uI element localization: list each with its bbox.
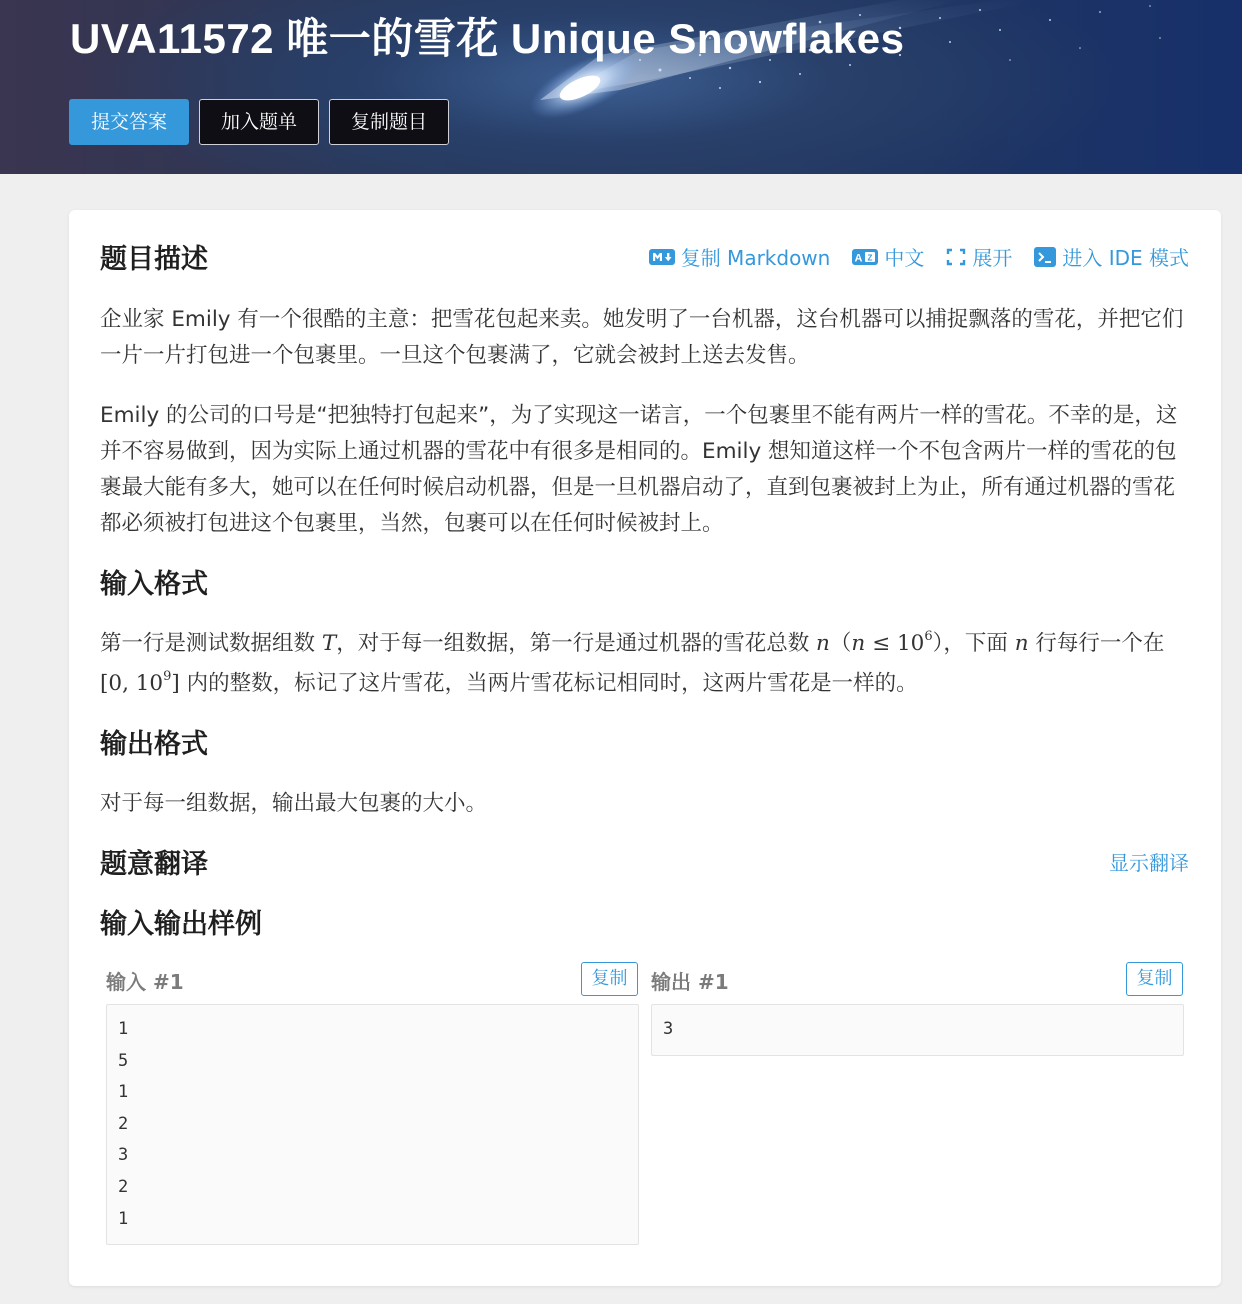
- language-label: 中文: [884, 246, 925, 270]
- show-translation-link[interactable]: 显示翻译: [1109, 851, 1189, 875]
- description-paragraph-2: Emily 的公司的口号是“把独特打包起来”，为了实现这一诺言，一个包裹里不能有两片一样的雪花。不幸的是，这并不容易做到，因为实际上通过机器的雪花中有很多是相同的。Emily 想知道这样一个不包含两片一样的雪花的包裹最大能有多大，她可以在任何时候启动机器，但是一旦机器启动了，直到包裹被封上为止，所有通过机器的雪花都必须被打包进这个包裹里，当然，包裹可以在任何时候被封上。: [100, 403, 1178, 536]
- input-format-heading: 输入格式: [100, 569, 208, 600]
- problem-card: [69, 210, 1221, 1286]
- copy-output-button[interactable]: 复制: [1126, 962, 1183, 996]
- expand-icon: [946, 248, 966, 266]
- code-line: 1: [118, 1019, 129, 1039]
- submit-answer-button[interactable]: 提交答案: [69, 99, 189, 145]
- code-line: 2: [118, 1113, 129, 1134]
- add-to-list-button[interactable]: 加入题单: [199, 99, 319, 145]
- header-banner: [0, 0, 1242, 174]
- code-line: 3: [118, 1145, 129, 1166]
- code-line: 1: [118, 1082, 129, 1103]
- svg-text:A: A: [854, 252, 863, 264]
- expand-label: 展开: [972, 246, 1013, 270]
- expand-button[interactable]: [946, 242, 1012, 271]
- translation-heading: 题意翻译: [100, 849, 208, 880]
- copy-markdown-label: 复制 Markdown: [680, 246, 831, 270]
- math-var-n: n: [816, 631, 830, 656]
- problem-toolbar: [649, 242, 1189, 271]
- code-line: 3: [663, 1019, 674, 1039]
- description-paragraph-1: 企业家 Emily 有一个很酷的主意：把雪花包起来卖。她发明了一台机器，这台机器可以捕捉飘落的雪花，并把它们一片一片打包进一个包裹里。一旦这个包裹满了，它就会被封上送去发售。: [100, 307, 1184, 368]
- header-actions: [69, 99, 449, 145]
- output-format-paragraph: 对于每一组数据，输出最大包裹的大小。: [100, 791, 488, 816]
- samples-heading: 输入输出样例: [100, 909, 262, 940]
- copy-input-button[interactable]: 复制: [581, 962, 638, 996]
- language-toggle[interactable]: [852, 242, 924, 271]
- math-var-T: T: [321, 631, 337, 656]
- problem-title: UVA11572 唯一的雪花 Unique Snowflakes: [70, 15, 905, 62]
- ide-mode-label: 进入 IDE 模式: [1062, 246, 1189, 270]
- markdown-icon: [649, 248, 675, 266]
- svg-text:Z: Z: [867, 253, 873, 262]
- ide-mode-button[interactable]: [1034, 242, 1189, 271]
- sample-input-box[interactable]: [106, 1004, 639, 1245]
- copy-problem-button[interactable]: 复制题目: [329, 99, 449, 145]
- sample-output-box[interactable]: [651, 1004, 1184, 1056]
- sample-input-label: 输入 #1: [106, 970, 184, 994]
- math-range: [0, 10: [100, 671, 164, 696]
- sample-output-label: 输出 #1: [651, 970, 729, 994]
- code-line: 1: [118, 1208, 129, 1229]
- copy-markdown-button[interactable]: [649, 242, 831, 271]
- translate-icon: [852, 248, 878, 266]
- code-line: 5: [118, 1050, 129, 1071]
- output-format-heading: 输出格式: [100, 729, 208, 760]
- code-line: 2: [118, 1176, 129, 1197]
- input-format-paragraph: 第一行是测试数据组数 T，对于每一组数据，第一行是通过机器的雪花总数 $n(n \le 10^6)$，下面 n 行每行一个在 [0, $10^9$] 内的整数，标记了这片雪花，当两片雪花标记相同时，这两片雪花是一样的。: [100, 629, 1165, 696]
- terminal-icon: [1034, 247, 1056, 267]
- description-heading: 题目描述: [100, 244, 208, 275]
